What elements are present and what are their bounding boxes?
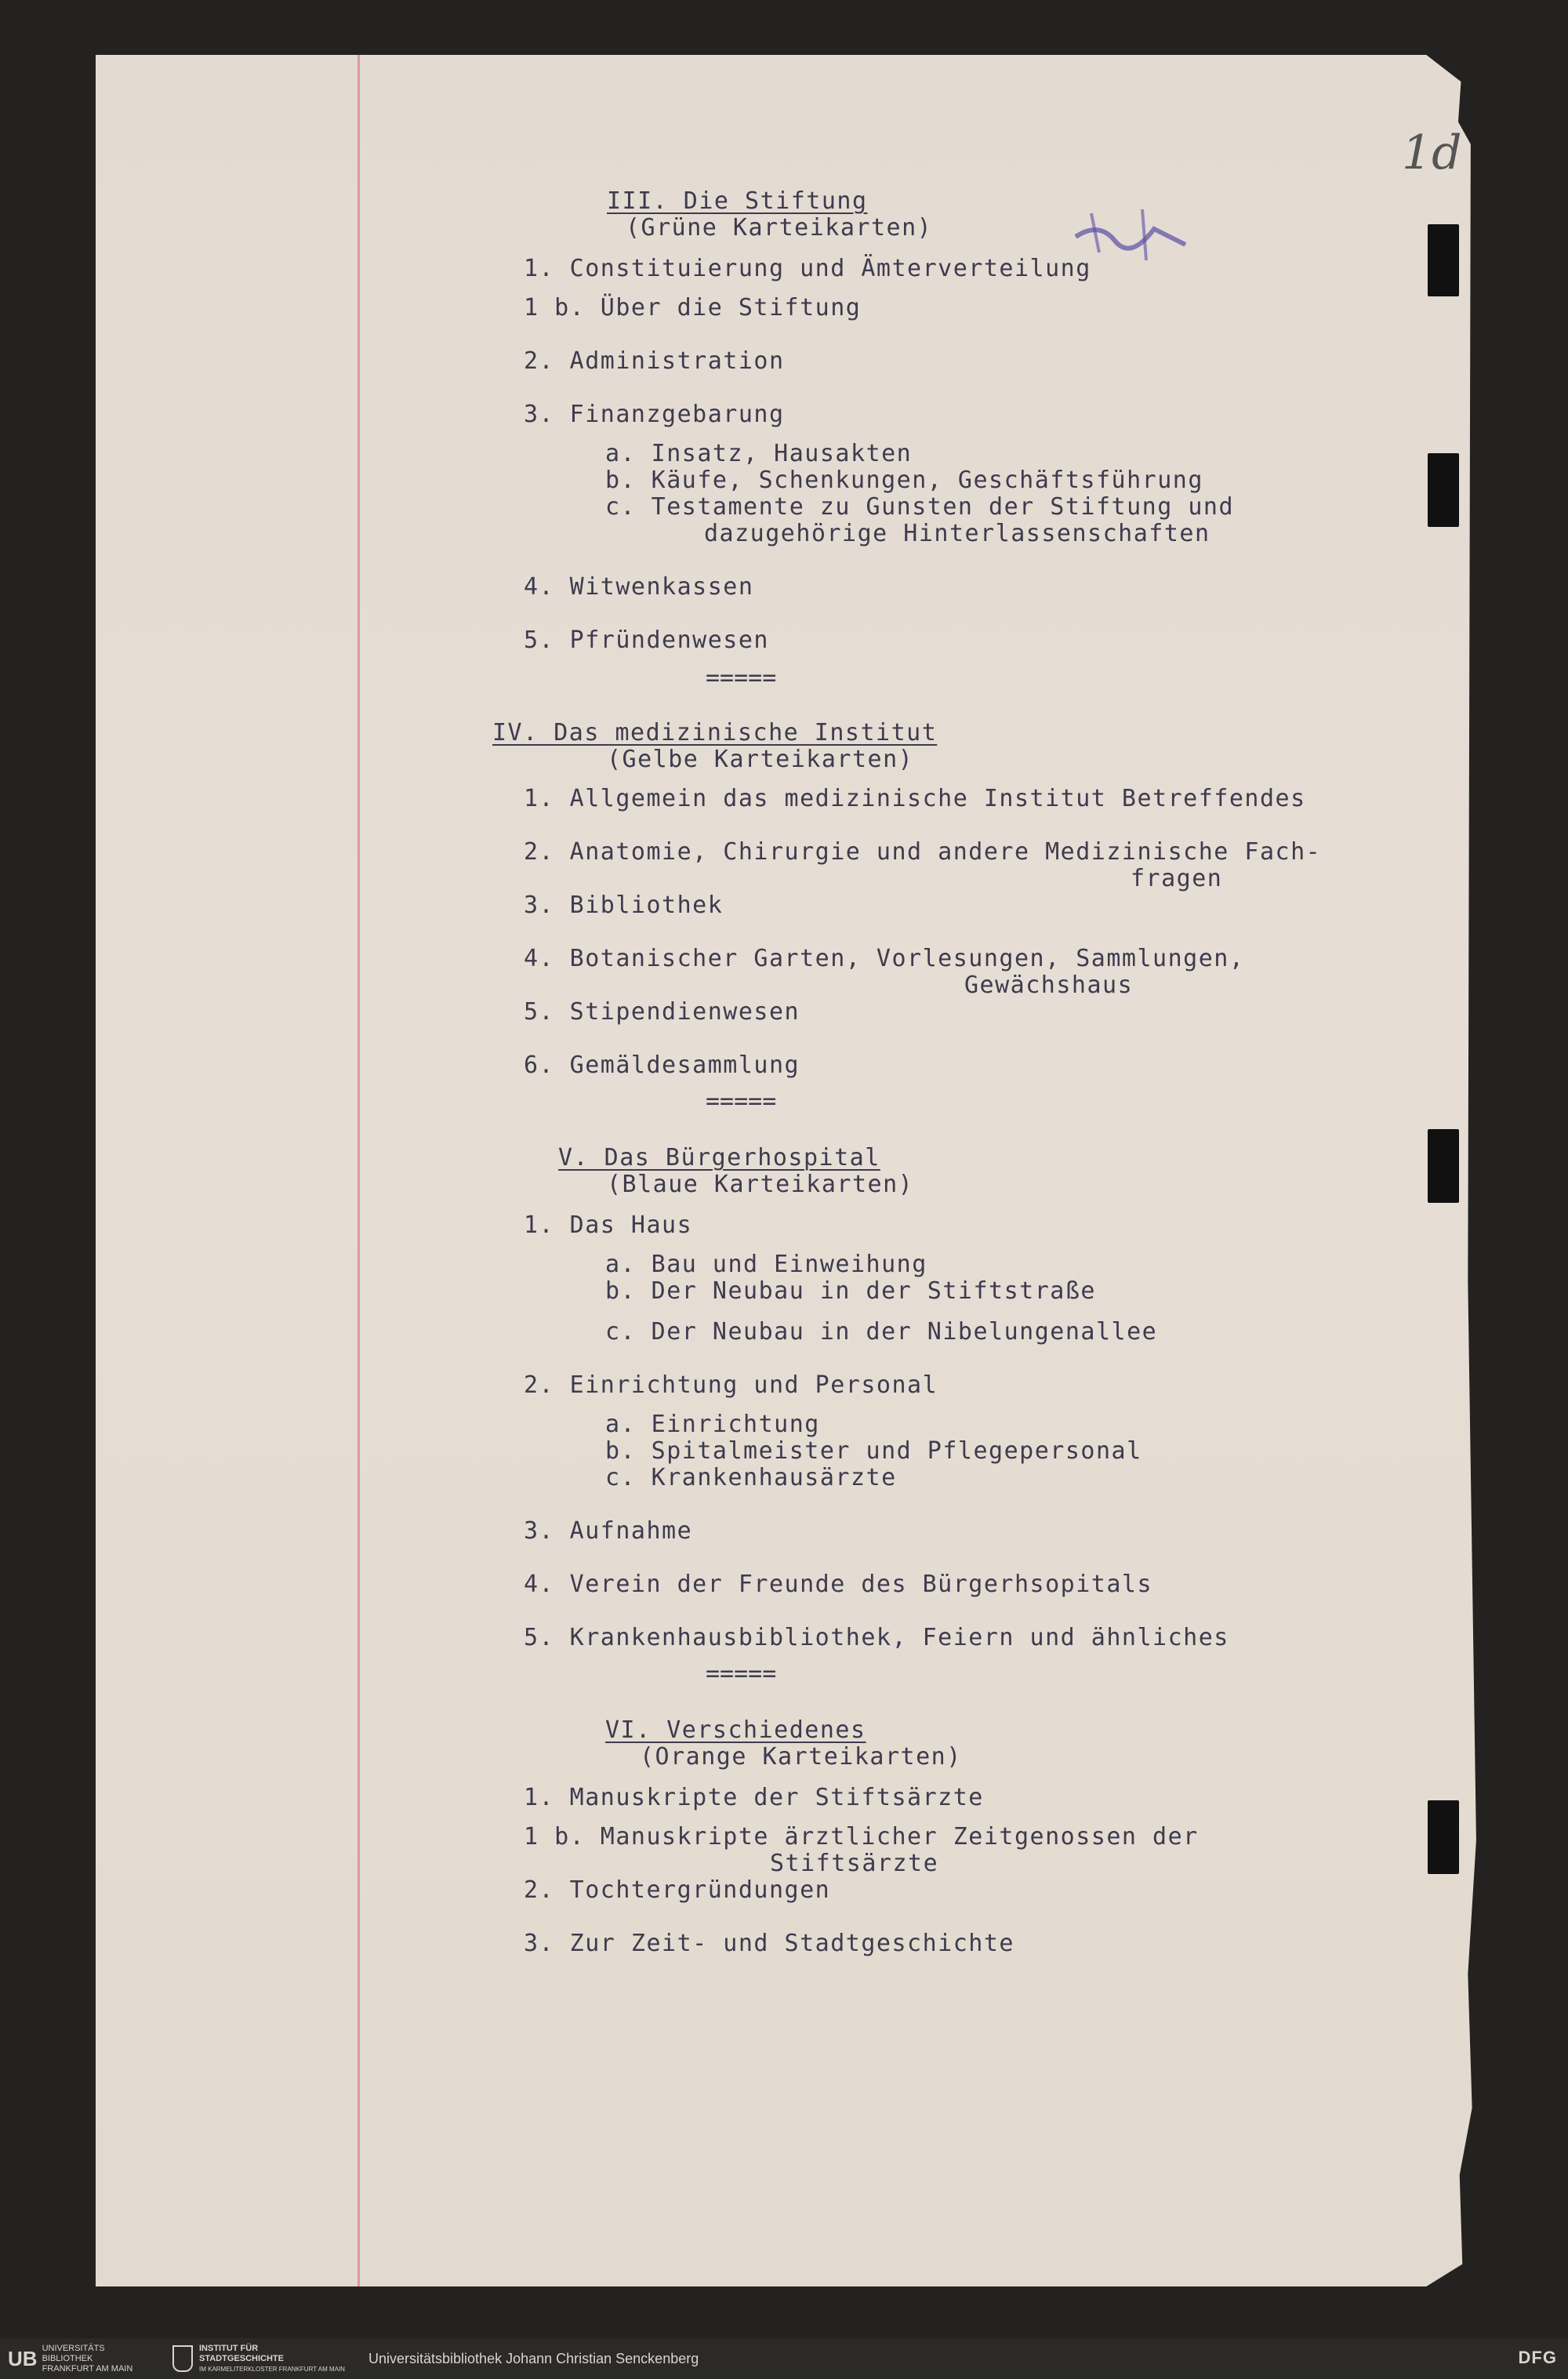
list-item: 1. Das Haus (524, 1211, 693, 1239)
list-subitem: b. Der Neubau in der Stiftstraße (605, 1277, 1096, 1305)
section-iii-subtitle: (Grüne Karteikarten) (626, 214, 933, 242)
footer-credit: Universitätsbibliothek Johann Christian Senckenberg (368, 2351, 699, 2366)
ub-line-3: FRANKFURT AM MAIN (42, 2363, 133, 2374)
ub-line-1: UNIVERSITÄTS (42, 2343, 105, 2353)
section-v-subtitle: (Blaue Karteikarten) (607, 1171, 914, 1198)
dfg-logo: DFG (1518, 2348, 1557, 2367)
index-tab-1 (1428, 224, 1459, 296)
viewer-footer (0, 2338, 1568, 2379)
list-item: 3. Zur Zeit- und Stadtgeschichte (524, 1930, 1014, 1957)
list-item: 1. Allgemein das medizinische Institut Betreffendes (524, 785, 1306, 812)
list-item: 5. Pfründenwesen (524, 627, 769, 654)
isg-line-3: IM KARMELITERKLOSTER FRANKFURT AM MAIN (199, 2365, 345, 2373)
section-v-title: V. Das Bürgerhospital (558, 1144, 880, 1171)
ub-line-2: BIBLIOTHEK (42, 2353, 93, 2363)
list-item: 3. Aufnahme (524, 1517, 693, 1545)
index-tab-4 (1428, 1800, 1459, 1874)
isg-line-1: INSTITUT FÜR (199, 2343, 259, 2353)
list-item: 3. Bibliothek (524, 892, 724, 919)
isg-text (199, 2344, 345, 2374)
list-item-continuation: Gewächshaus (964, 972, 1134, 999)
separator: ===== (706, 664, 777, 692)
red-margin-line (358, 55, 360, 2286)
list-item-continuation: fragen (1131, 865, 1223, 892)
list-item: 2. Tochtergründungen (524, 1876, 831, 1904)
isg-line-2: STADTGESCHICHTE (199, 2353, 284, 2363)
list-subitem: b. Käufe, Schenkungen, Geschäftsführung (605, 467, 1203, 494)
list-item: 3. Finanzgebarung (524, 401, 785, 428)
isg-logo (172, 2343, 345, 2373)
separator: ===== (706, 1088, 777, 1115)
list-subitem: a. Einrichtung (605, 1411, 820, 1438)
list-item: 2. Anatomie, Chirurgie und andere Medizinische Fach- (524, 838, 1322, 866)
section-vi-title: VI. Verschiedenes (605, 1716, 866, 1744)
list-subitem: c. Der Neubau in der Nibelungenallee (605, 1318, 1158, 1346)
ub-logo (8, 2343, 133, 2374)
list-subitem: a. Insatz, Hausakten (605, 440, 913, 467)
index-tab-3 (1428, 1129, 1459, 1203)
index-tab-2 (1428, 453, 1459, 527)
list-item: 1. Manuskripte der Stiftsärzte (524, 1784, 984, 1811)
list-item: 2. Einrichtung und Personal (524, 1371, 938, 1399)
list-item: 4. Witwenkassen (524, 573, 754, 601)
list-subitem: c. Krankenhausärzte (605, 1464, 897, 1491)
list-subitem: dazugehörige Hinterlassenschaften (704, 520, 1210, 547)
list-item: 1 b. Manuskripte ärztlicher Zeitgenossen der (524, 1823, 1199, 1851)
section-iv-title: IV. Das medizinische Institut (492, 719, 938, 746)
section-iii-title: III. Die Stiftung (607, 187, 868, 215)
list-subitem: a. Bau und Einweihung (605, 1251, 927, 1278)
list-item: 1 b. Über die Stiftung (524, 294, 862, 321)
list-item-continuation: Stiftsärzte (770, 1850, 939, 1877)
isg-crest-icon (172, 2345, 193, 2372)
ub-mark: UB (8, 2346, 38, 2370)
ub-text (42, 2344, 133, 2374)
section-iv-subtitle: (Gelbe Karteikarten) (607, 746, 914, 773)
section-vi-subtitle: (Orange Karteikarten) (640, 1743, 962, 1771)
list-item: 5. Stipendienwesen (524, 998, 800, 1026)
list-item: 2. Administration (524, 347, 785, 375)
list-item: 5. Krankenhausbibliothek, Feiern und ähnliches (524, 1624, 1229, 1651)
list-item: 4. Verein der Freunde des Bürgerhsopitals (524, 1571, 1153, 1598)
list-subitem: c. Testamente zu Gunsten der Stiftung und (605, 493, 1235, 521)
list-item: 6. Gemäldesammlung (524, 1051, 800, 1079)
separator: ===== (706, 1660, 777, 1687)
list-item: 4. Botanischer Garten, Vorlesungen, Sammlungen, (524, 945, 1245, 972)
page-number: 1d (1402, 125, 1462, 180)
list-subitem: b. Spitalmeister und Pflegepersonal (605, 1437, 1142, 1465)
list-item: 1. Constituierung und Ämterverteilung (524, 255, 1091, 282)
